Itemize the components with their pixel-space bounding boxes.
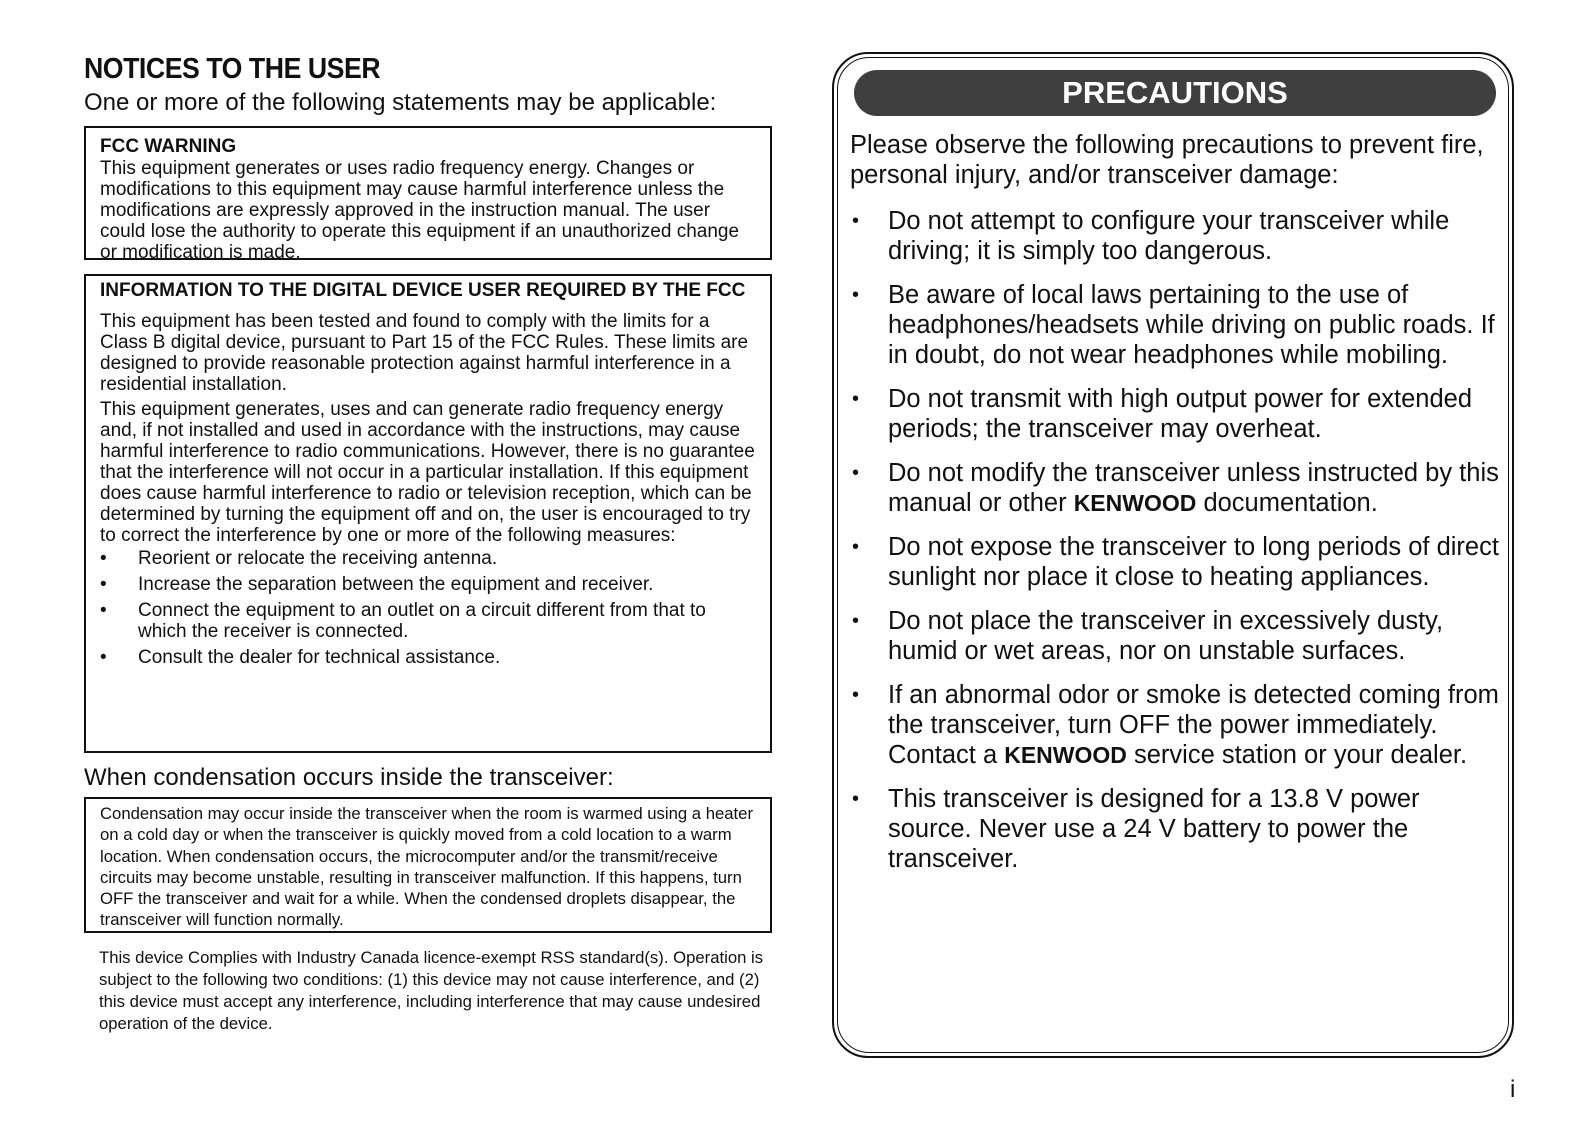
precautions-title: PRECAUTIONS: [854, 70, 1496, 116]
precautions-intro: Please observe the following precautions to prevent fire, personal injury, and/or transceiver damage:: [850, 131, 1484, 189]
list-item-text: Be aware of local laws pertaining to the use of headphones/headsets while driving on public roads. If in doubt, do not wear headphones while mobiling.: [888, 281, 1495, 369]
list-item-text: Increase the separation between the equipment and receiver.: [138, 574, 654, 595]
notices-subtitle: One or more of the following statements may be applicable:: [84, 89, 717, 116]
list-item: [850, 606, 1510, 666]
list-item-text: This transceiver is designed for a 13.8 V power source. Never use a 24 V battery to power the transceiver.: [888, 785, 1420, 873]
condensation-text: Condensation may occur inside the transceiver when the room is warmed using a heater on a cold day or when the transceiver is quickly moved from a cold location to a warm location. When condensation occurs, the microcomputer and/or the transmit/receive circuits may become unstable, resulting in transceiver malfunction. If this happens, turn OFF the transceiver and wait for a while. When the condensed droplets disappear, the transceiver will function normally.: [100, 804, 754, 930]
bullet-icon: •: [100, 548, 107, 569]
list-item: [850, 784, 1510, 874]
list-item-text: service station or your dealer.: [1126, 741, 1468, 769]
precautions-list: [850, 206, 1510, 888]
list-item: [100, 548, 756, 569]
list-item-text: Reorient or relocate the receiving antenna.: [138, 548, 498, 569]
fcc-warning-text: This equipment generates or uses radio frequency energy. Changes or modifications to this equipment may cause harmful interference unless the modifications are expressly approved in the instruction manual. The user could lose the authority to operate this equipment if an unauthorized change or modification is made.: [100, 158, 740, 263]
list-item: [850, 680, 1510, 770]
list-item-text: Do not expose the transceiver to long periods of direct sunlight nor place it close to heating appliances.: [888, 533, 1499, 591]
bullet-icon: •: [100, 574, 107, 595]
condensation-heading: When condensation occurs inside the transceiver:: [84, 764, 614, 791]
bullet-icon: •: [852, 210, 860, 232]
digital-device-box: [84, 274, 772, 753]
list-item-text: documentation.: [1196, 489, 1378, 517]
bullet-icon: •: [852, 462, 860, 484]
list-item-text: Do not transmit with high output power for extended periods; the transceiver may overheat.: [888, 385, 1472, 443]
list-item: [850, 280, 1510, 370]
condensation-box: [84, 797, 772, 933]
industry-canada-statement: This device Complies with Industry Canada licence-exempt RSS standard(s). Operation is subject to the following two conditions: (1) this device may not cause interference, and (2) this device must accept any interference, including interference that may cause undesired operation of the device.: [99, 948, 764, 1033]
list-item-text: If an abnormal odor or smoke is detected coming from the transceiver, turn OFF the power immediately. Contact a: [888, 681, 1499, 769]
precautions-panel: [832, 52, 1514, 1058]
fcc-warning-title: FCC WARNING: [100, 136, 237, 157]
page-number: i: [1510, 1076, 1516, 1103]
bullet-icon: •: [852, 788, 860, 810]
list-item-text: Do not modify the transceiver unless instructed by this manual or other: [888, 459, 1499, 517]
bullet-icon: •: [852, 284, 860, 306]
bullet-icon: •: [852, 388, 860, 410]
brand-name: KENWOOD: [1004, 742, 1127, 768]
notices-section: [84, 52, 772, 1035]
list-item: [850, 206, 1510, 266]
bullet-icon: •: [852, 684, 860, 706]
list-item: [100, 600, 756, 642]
digital-device-para-1: This equipment has been tested and found to comply with the limits for a Class B digital device, pursuant to Part 15 of the FCC Rules. These limits are designed to provide reasonable protection against harmful interference in a residential installation.: [100, 311, 749, 395]
list-item-text: Do not place the transceiver in excessively dusty, humid or wet areas, nor on unstable surfaces.: [888, 607, 1444, 665]
list-item: [850, 458, 1510, 518]
fcc-warning-box: [84, 126, 772, 263]
list-item-text: Do not attempt to configure your transceiver while driving; it is simply too dangerous.: [888, 207, 1450, 265]
bullet-icon: •: [100, 647, 107, 668]
bullet-icon: •: [852, 610, 860, 632]
digital-device-title: INFORMATION TO THE DIGITAL DEVICE USER REQUIRED BY THE FCC: [100, 280, 746, 301]
notices-title: NOTICES TO THE USER: [84, 53, 381, 85]
precautions-inner-border: [837, 57, 1509, 1053]
list-item-text: Consult the dealer for technical assistance.: [138, 647, 501, 668]
list-item: [850, 384, 1510, 444]
bullet-icon: •: [852, 536, 860, 558]
list-item: [100, 647, 756, 668]
bullet-icon: •: [100, 600, 107, 621]
list-item: [100, 574, 756, 595]
list-item: [850, 532, 1510, 592]
list-item-text: Connect the equipment to an outlet on a circuit different from that to which the receiver is connected.: [138, 600, 706, 642]
measures-list: [100, 548, 756, 668]
brand-name: KENWOOD: [1073, 490, 1197, 516]
digital-device-para-2: This equipment generates, uses and can generate radio frequency energy and, if not installed and used in accordance with the instructions, may cause harmful interference to radio communications. However, there is no guarantee that the interference will not occur in a particular installation. If this equipment does cause harmful interference to radio or television reception, which can be determined by turning the equipment off and on, the user is encouraged to try to correct the interference by one or more of the following measures:: [100, 399, 755, 546]
